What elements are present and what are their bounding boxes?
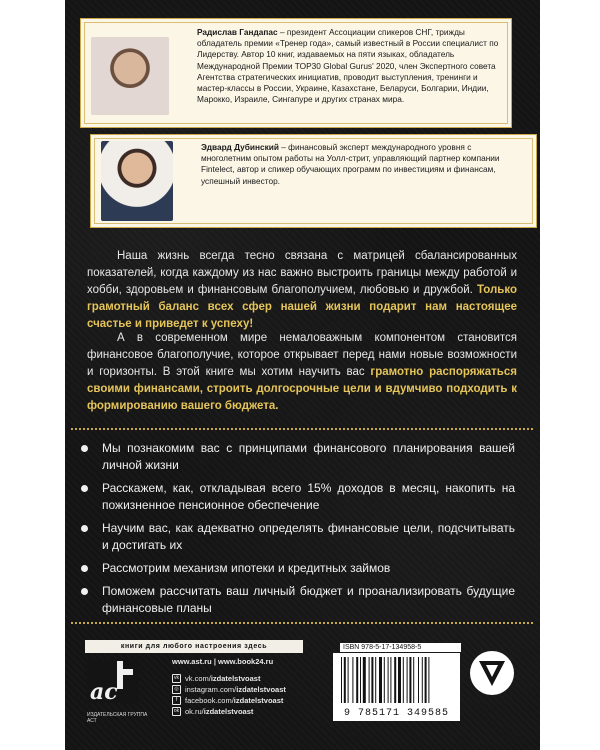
bullet-icon bbox=[81, 588, 88, 595]
barcode-bar bbox=[341, 657, 342, 703]
barcode-bar bbox=[388, 657, 389, 703]
barcode-bar bbox=[409, 657, 411, 703]
author-photo-dubinsky bbox=[101, 141, 173, 221]
list-item: Научим вас, как адекватно определять финансовые цели, подсчитывать и достигать их bbox=[75, 520, 515, 554]
publisher-caption: ИЗДАТЕЛЬСКАЯ ГРУППА АСТ bbox=[87, 712, 148, 724]
publisher-v-logo-icon bbox=[470, 651, 514, 695]
social-links bbox=[172, 673, 286, 717]
vk-icon: vk bbox=[174, 675, 179, 681]
barcode bbox=[333, 653, 460, 721]
author-name: Эдвард Дубинский bbox=[201, 142, 279, 152]
barcode-bar bbox=[394, 657, 396, 703]
author-bio-dubinsky bbox=[201, 142, 521, 187]
author-bio-gandapas bbox=[197, 27, 502, 105]
intro-paragraph-1 bbox=[87, 248, 517, 333]
barcode-bar bbox=[352, 657, 353, 703]
social-link-ok[interactable]: ok ok.ru/ izdatelstvoast bbox=[173, 707, 254, 716]
barcode-bar bbox=[413, 657, 414, 703]
bullet-icon bbox=[81, 485, 88, 492]
barcode-bar bbox=[384, 657, 385, 703]
author-photo-gandapas bbox=[91, 37, 169, 115]
intro-highlight: грамотно распоряжаться своими финансами, строить долгосрочные цели и вдумчиво подходить к формированию вашего бюджета. bbox=[87, 366, 517, 412]
bullet-icon bbox=[81, 565, 88, 572]
list-item: Рассмотрим механизм ипотеки и кредитных займов bbox=[75, 560, 515, 577]
book-back-cover bbox=[65, 0, 540, 750]
dotted-divider bbox=[71, 622, 533, 624]
list-item: Поможем рассчитать ваш личный бюджет и проанализировать будущие финансовые планы bbox=[75, 583, 515, 617]
barcode-bar bbox=[428, 657, 429, 703]
barcode-bar bbox=[348, 657, 349, 703]
barcode-bar bbox=[407, 657, 408, 703]
dotted-divider bbox=[71, 428, 533, 430]
barcode-number: 9 785171 349585 bbox=[343, 708, 449, 719]
list-item: Мы познакомим вас с принципами финансового планирования вашей личной жизни bbox=[75, 440, 515, 474]
author-card-dubinsky bbox=[90, 134, 537, 228]
barcode-bar bbox=[375, 657, 376, 703]
barcode-bar bbox=[422, 657, 423, 703]
bullet-icon bbox=[81, 445, 88, 452]
barcode-bar bbox=[398, 657, 401, 703]
social-link-instagram[interactable]: ◎ instagram.com/ izdatelstvoast bbox=[172, 684, 286, 695]
barcode-bar bbox=[418, 657, 419, 703]
barcode-bar bbox=[363, 657, 366, 703]
barcode-bar bbox=[360, 657, 361, 703]
barcode-bar bbox=[390, 657, 391, 703]
author-card-gandapas bbox=[80, 18, 512, 128]
barcode-bar bbox=[425, 657, 427, 703]
social-link-facebook[interactable]: f facebook.com/ izdatelstvoast bbox=[172, 695, 286, 706]
svg-text:ac: ac bbox=[90, 679, 118, 703]
intro-text: Наша жизнь всегда тесно связана с матрицей сбалансированных показателей, когда каждому из нас важно выстроить границы между работой и хобби, здоровьем и финансовым благополучием, любовью и дружбой. bbox=[87, 250, 517, 296]
barcode-bar bbox=[369, 657, 370, 703]
barcode-bar bbox=[344, 657, 346, 703]
intro-paragraph-2 bbox=[87, 330, 517, 415]
author-description: – финансовый эксперт международного уровня с многолетним опытом работы на Уолл-стрит, управляющий партнер компании Fintelect, автор и спикер обучающих программ по инвестициям и финансам, успешный инвестор. bbox=[201, 142, 500, 186]
benefits-list bbox=[75, 440, 515, 623]
website-links[interactable]: www.ast.ru | www.book24.ru bbox=[172, 657, 274, 666]
author-description: – президент Ассоциации спикеров СНГ, трижды обладатель премии «Тренер года», самый известный в России специалист по Лидерству. Автор 10 книг, издаваемых на пяти языках, обладатель Международной Премии TOP30 Global Gurus' 2020, член Экспертного совета Агентства стратегических инициатив, проводит выступления, тренинги и мастер-классы в России, Украине, Казахстане, Беларуси, Болгарии, Индии, Марокко, Израиле, Сингапуре и других странах мира. bbox=[197, 27, 499, 105]
intro-text: А в современном мире немаловажным компонентом становится финансовое благополучие, которое открывает перед нами новые возможности и горизонты. В этой книге мы хотим научить вас bbox=[87, 332, 517, 378]
social-link-vk[interactable]: vk vk.com/ izdatelstvoast bbox=[174, 674, 261, 683]
barcode-bar bbox=[356, 657, 358, 703]
barcode-bar bbox=[371, 657, 373, 703]
barcode-bar bbox=[379, 657, 382, 703]
barcode-bar bbox=[403, 657, 404, 703]
bullet-icon bbox=[81, 525, 88, 532]
list-item: Расскажем, как, откладывая всего 15% доходов в месяц, накопить на пожизненное пенсионное обеспечение bbox=[75, 480, 515, 514]
instagram-icon: ◎ bbox=[172, 685, 181, 694]
facebook-icon: f bbox=[172, 696, 181, 705]
author-name: Радислав Гандапас bbox=[197, 27, 278, 37]
intro-highlight: Только грамотный баланс всех сфер нашей жизни подарит нам настоящее счастье и приведет к успеху! bbox=[87, 284, 517, 330]
tagline-banner: книги для любого настроения здесь bbox=[85, 640, 303, 653]
isbn-label: ISBN 978-5-17-134958-5 bbox=[340, 643, 461, 652]
ast-logo-icon bbox=[87, 659, 139, 703]
ok-icon: ok bbox=[173, 708, 180, 714]
